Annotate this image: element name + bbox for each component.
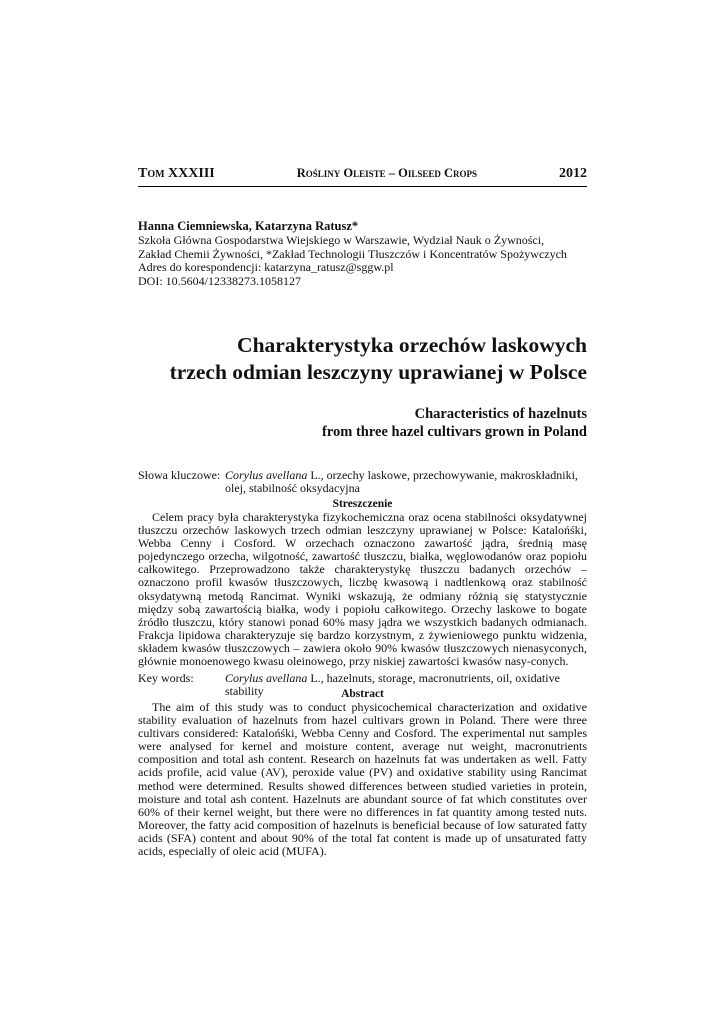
keywords-polish-label: Słowa kluczowe: xyxy=(138,468,221,482)
abstract-heading: Abstract xyxy=(341,688,384,700)
year-label: 2012 xyxy=(558,166,587,181)
keywords-english-list: L., hazelnuts, storage, macronutrients, oil, oxidative stability xyxy=(225,671,560,699)
title-polish-line-1: Charakterystyka orzechów laskowych xyxy=(237,333,587,357)
author-names: Hanna Ciemniewska, Katarzyna Ratusz* xyxy=(138,219,359,233)
correspondence-address: Adres do korespondencji: katarzyna_ratusz@sggw.pl xyxy=(138,260,394,275)
doi: DOI: 10.5604/12338273.1058127 xyxy=(138,273,301,288)
title-english xyxy=(138,405,587,441)
keywords-polish xyxy=(138,469,587,496)
header-rule xyxy=(138,186,587,187)
affiliation-line-1: Szkoła Główna Gospodarstwa Wiejskiego w Warszawie, Wydział Nauk o Żywności, xyxy=(138,233,545,248)
title-english-line-2: from three hazel cultivars grown in Poland xyxy=(321,424,587,440)
keywords-polish-text xyxy=(225,469,587,496)
title-polish-line-2: trzech odmian leszczyny uprawianej w Polsce xyxy=(169,360,587,384)
summary-heading: Streszczenie xyxy=(332,498,393,510)
abstract-text: The aim of this study was to conduct physicochemical characterization and oxidative stability evaluation of hazelnuts from hazel cultivars grown in Poland. There were three cultivars considered: Katalońśki, Webba Cenny and Cosford. The experimental nut samples were analysed for kernel and moisture content, average nut weight, macronutrients composition and total ash content. Research on hazelnuts fat was undertaken as well. Fatty acids profile, acid value (AV), peroxide value (PV) and oxidative stability using Rancimat method were determined. Results showed differences between studied varieties in protein, moisture and total ash content. Hazelnuts are abundant source of fat which constitutes over 60% of their kernel weight, but there were no differences in fat quantity among tested nuts. Moreover, the fatty acid composition of hazelnuts is beneficial because of low saturated fatty acids (SFA) content and about 90% of the total fat content is made up of unsaturated fatty acids, especially of oleic acid (MUFA). xyxy=(138,700,587,859)
keywords-polish-list: L., orzechy laskowe, przechowywanie, makroskładniki, olej, stabilność oksydacyjna xyxy=(225,468,578,496)
author-block xyxy=(138,220,587,288)
species-name: Corylus avellana xyxy=(225,468,308,482)
journal-name: Rośliny Oleiste – Oilseed Crops xyxy=(296,166,478,180)
title-polish xyxy=(138,332,587,386)
species-name: Corylus avellana xyxy=(225,671,308,685)
affiliation-line-2: Zakład Chemii Żywności, *Zakład Technologii Tłuszczów i Koncentratów Spożywczych xyxy=(138,246,567,261)
summary-text: Celem pracy była charakterystyka fizykochemiczna oraz ocena stabilności oksydatywnej tłuszczu orzechów laskowych trzech odmian leszczyny uprawianej w Polsce: Katalońśki, Webba Cenny i Cosford. W orzechach oznaczono zawartość jądra, średnią masę pojedynczego orzecha, wilgotność, zawartość tłuszczu, białka, węglowodanów oraz popiołu całkowitego. Przeprowadzono także charakterystykę tłuszczu badanych orzechów – oznaczono profil kwasów tłuszczowych, liczbę kwasową i nadtlenkową oraz stabilność oksydatywną metodą Rancimat. Wyniki wskazują, że odmiany różnią się statystycznie między sobą zawartością białka, wody i popiołu całkowitego. Orzechy laskowe to bogate źródło tłuszczu, który stanowi ponad 60% masy jądra we wszystkich badanych odmianach. Frakcja lipidowa charakteryzuje się bardzo korzystnym, z żywieniowego punktu widzenia, składem kwasów tłuszczowych – zawiera około 90% kwasów tłuszczowych nienasyconych, głównie monoenowego kwasu oleinowego, przy niskiej zawartości kwasów nasy-conych. xyxy=(138,510,587,669)
running-header xyxy=(138,166,587,182)
volume-label: Tom XXXIII xyxy=(138,166,215,181)
keywords-english-label: Key words: xyxy=(138,671,194,685)
title-english-line-1: Characteristics of hazelnuts xyxy=(414,406,587,422)
